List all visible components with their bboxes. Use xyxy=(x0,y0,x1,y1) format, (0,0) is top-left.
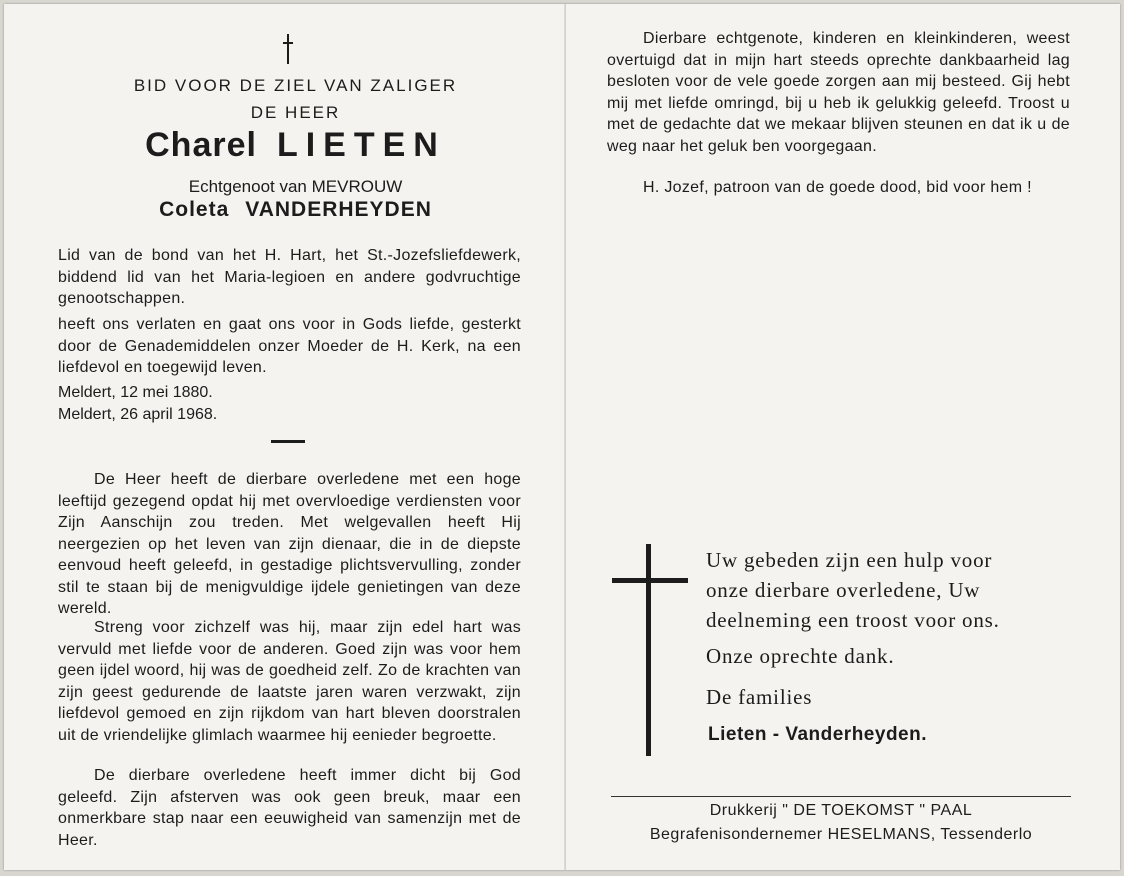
header-line-1: BID VOOR DE ZIEL VAN ZALIGER xyxy=(133,76,458,95)
death-date: Meldert, 26 april 1968. xyxy=(58,406,218,423)
separator-dash xyxy=(271,440,305,443)
deceased-name xyxy=(64,126,527,165)
thanks-line-4: Onze oprechte dank. xyxy=(706,644,895,668)
printer-credit: Drukkerij " DE TOEKOMST " PAAL xyxy=(709,802,973,819)
header-line-2: DE HEER xyxy=(250,103,341,122)
undertaker-credit: Begrafenisondernemer HESELMANS, Tessenderlo xyxy=(649,826,1033,843)
families-label: De families xyxy=(706,685,813,709)
birth-date: Meldert, 12 mei 1880. xyxy=(58,384,213,401)
deceased-first-name: Charel xyxy=(145,126,257,164)
large-cross-icon xyxy=(646,544,651,756)
small-cross-icon xyxy=(282,34,294,64)
eulogy-paragraph-3: De dierbare overledene heeft immer dicht bij God geleefd. Zijn afsterven was ook geen breuk, maar een onmerkbare stap naar een eeuwigheid van samenzijn met de Heer. xyxy=(58,767,521,849)
card-fold xyxy=(564,4,566,870)
memorial-card xyxy=(4,4,1120,870)
spouse-name xyxy=(64,198,527,222)
prayer-text: H. Jozef, patroon van de goede dood, bid voor hem ! xyxy=(643,179,1032,196)
thanks-line-3: deelneming een troost voor ons. xyxy=(706,608,1000,632)
memberships-text: Lid van de bond van het H. Hart, het St.-Jozefsliefdewerk, biddend lid van het Maria-legioen en andere godvruchtige genootschappen. xyxy=(58,247,521,307)
thanks-line-2: onze dierbare overledene, Uw xyxy=(706,578,981,602)
spouse-label: Echtgenoot van MEVROUW xyxy=(188,177,403,196)
large-cross-bar xyxy=(612,578,688,583)
spouse-first-name: Coleta xyxy=(159,198,230,221)
eulogy-paragraph-2: Streng voor zichzelf was hij, maar zijn edel hart was vervuld met liefde voor de anderen. Goed zijn was voor hem geen ijdel woord, hij was de goedheid zelf. Zo de krachten van zijn geest gedurende de laatste jaren waren verzwakt, zijn liefdevol gemoed en zijn rijkdom van hart bleven doorstralen uit de vriendelijke glimlach waarmee hij eenieder begroette. xyxy=(58,619,521,744)
footer-rule xyxy=(611,796,1071,797)
families-name: Lieten - Vanderheyden. xyxy=(708,724,927,745)
eulogy-paragraph-1: De Heer heeft de dierbare overledene met een hoge leeftijd gezegend opdat hij met overvloedige verdiensten voor Zijn Aanschijn zou treden. Met welgevallen heeft Hij neergezien op het leven van zijn dienaar, die in de diepste eenvoud heeft geleefd, in gestadige plichtsvervulling, zonder stil te staan bij de menigvuldige ijdele genietingen van deze wereld. xyxy=(58,471,521,617)
thanks-line-1: Uw gebeden zijn een hulp voor xyxy=(706,548,993,572)
departure-text: heeft ons verlaten en gaat ons voor in Gods liefde, gesterkt door de Genademiddelen onzer Moeder de H. Kerk, na een liefdevol en toegewijd leven. xyxy=(58,316,521,376)
spouse-surname: VANDERHEYDEN xyxy=(245,198,432,221)
farewell-text: Dierbare echtgenote, kinderen en kleinkinderen, weest overtuigd dat in mijn hart steeds oprechte dankbaarheid lag besloten voor de vele goede zorgen aan mij besteed. Gij hebt mij met liefde omringd, bij u heb ik gelukkig geleefd. Troost u met de gedachte dat we mekaar blijven steunen en dat ik u de weg naar het geluk ben voorgegaan. xyxy=(607,30,1070,155)
deceased-surname: LIETEN xyxy=(276,126,446,164)
